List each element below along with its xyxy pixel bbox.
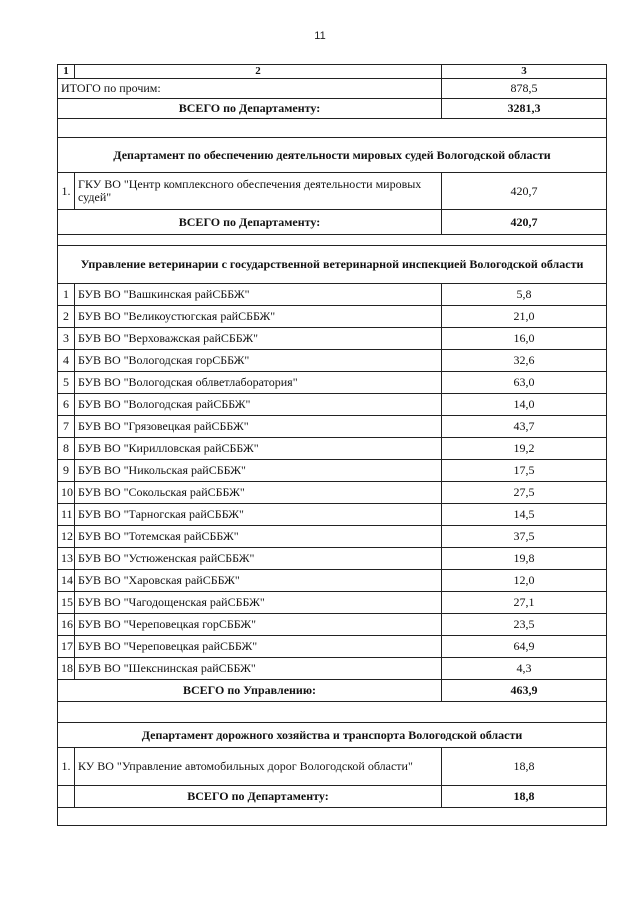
total-row <box>58 786 607 808</box>
row-number: 1 <box>58 284 75 306</box>
table-row <box>58 173 607 210</box>
row-name: БУВ ВО "Харовская райСББЖ" <box>75 570 442 592</box>
row-number: 12 <box>58 526 75 548</box>
row-number: 4 <box>58 350 75 372</box>
row-value: 4,3 <box>442 658 607 680</box>
row-number: 3 <box>58 328 75 350</box>
table-row <box>58 614 607 636</box>
table-row <box>58 548 607 570</box>
total-row <box>58 680 607 702</box>
row-number: 7 <box>58 416 75 438</box>
row-value: 23,5 <box>442 614 607 636</box>
row-value: 14,0 <box>442 394 607 416</box>
total-label: ВСЕГО по Департаменту: <box>58 210 442 235</box>
table-row <box>58 636 607 658</box>
section-title: Департамент по обеспечению деятельности мировых судей Вологодской области <box>58 138 607 173</box>
table-row <box>58 284 607 306</box>
row-name: БУВ ВО "Вологодская райСББЖ" <box>75 394 442 416</box>
row-name: БУВ ВО "Кирилловская райСББЖ" <box>75 438 442 460</box>
section-title: Департамент дорожного хозяйства и транспорта Вологодской области <box>58 723 607 748</box>
row-number: 18 <box>58 658 75 680</box>
table-row <box>58 658 607 680</box>
row-number: 16 <box>58 614 75 636</box>
itogo-prochim-label: ИТОГО по прочим: <box>58 79 442 99</box>
row-value: 12,0 <box>442 570 607 592</box>
total-row <box>58 99 607 119</box>
row-number: 1. <box>58 748 75 786</box>
row-name: БУВ ВО "Сокольская райСББЖ" <box>75 482 442 504</box>
row-value: 19,2 <box>442 438 607 460</box>
row-number: 2 <box>58 306 75 328</box>
itogo-prochim-value: 878,5 <box>442 79 607 99</box>
table-row <box>58 438 607 460</box>
table-row <box>58 306 607 328</box>
row-value: 17,5 <box>442 460 607 482</box>
spacer-row <box>58 235 607 246</box>
row-name: БУВ ВО "Великоустюгская райСББЖ" <box>75 306 442 328</box>
row-value: 21,0 <box>442 306 607 328</box>
row-name: БУВ ВО "Вологодская горСББЖ" <box>75 350 442 372</box>
total-value: 463,9 <box>442 680 607 702</box>
itogo-prochim-row <box>58 79 607 99</box>
table-row <box>58 748 607 786</box>
row-number: 5 <box>58 372 75 394</box>
table-row <box>58 328 607 350</box>
row-number: 11 <box>58 504 75 526</box>
row-number: 10 <box>58 482 75 504</box>
table-row <box>58 416 607 438</box>
row-value: 27,5 <box>442 482 607 504</box>
spacer-row <box>58 119 607 138</box>
table-row <box>58 372 607 394</box>
table-row <box>58 482 607 504</box>
total-value: 420,7 <box>442 210 607 235</box>
table-header <box>58 65 607 79</box>
row-value: 420,7 <box>442 173 607 210</box>
table-row <box>58 504 607 526</box>
row-name: ГКУ ВО "Центр комплексного обеспечения деятельности мировых судей" <box>75 173 442 210</box>
row-name: БУВ ВО "Никольская райСББЖ" <box>75 460 442 482</box>
row-value: 14,5 <box>442 504 607 526</box>
spacer-row <box>58 808 607 826</box>
total-label: ВСЕГО по Департаменту: <box>58 99 442 119</box>
table-row <box>58 570 607 592</box>
section-header-road <box>58 723 607 748</box>
row-name: БУВ ВО "Шекснинская райСББЖ" <box>75 658 442 680</box>
total-row <box>58 210 607 235</box>
table-row <box>58 460 607 482</box>
row-name: БУВ ВО "Грязовецкая райСББЖ" <box>75 416 442 438</box>
row-name: БУВ ВО "Чагодощенская райСББЖ" <box>75 592 442 614</box>
table-row <box>58 394 607 416</box>
table-row <box>58 526 607 548</box>
total-value: 3281,3 <box>442 99 607 119</box>
vet-rows <box>58 284 607 680</box>
section-header-mir-sudey <box>58 138 607 173</box>
total-label: ВСЕГО по Департаменту: <box>75 786 442 808</box>
row-number: 6 <box>58 394 75 416</box>
page-number: 11 <box>314 30 326 42</box>
row-number: 9 <box>58 460 75 482</box>
row-value: 32,6 <box>442 350 607 372</box>
row-name: БУВ ВО "Тарногская райСББЖ" <box>75 504 442 526</box>
spacer-row <box>58 702 607 723</box>
row-name: БУВ ВО "Устюженская райСББЖ" <box>75 548 442 570</box>
row-value: 43,7 <box>442 416 607 438</box>
header-col-2: 2 <box>75 65 442 79</box>
total-value: 18,8 <box>442 786 607 808</box>
row-name: БУВ ВО "Тотемская райСББЖ" <box>75 526 442 548</box>
row-name: БУВ ВО "Череповецкая райСББЖ" <box>75 636 442 658</box>
row-value: 37,5 <box>442 526 607 548</box>
row-value: 16,0 <box>442 328 607 350</box>
row-value: 18,8 <box>442 748 607 786</box>
header-col-3: 3 <box>442 65 607 79</box>
row-number: 1. <box>58 173 75 210</box>
row-value: 5,8 <box>442 284 607 306</box>
row-value: 27,1 <box>442 592 607 614</box>
row-name: БУВ ВО "Вологодская облветлаборатория" <box>75 372 442 394</box>
row-name: БУВ ВО "Вашкинская райСББЖ" <box>75 284 442 306</box>
row-number: 15 <box>58 592 75 614</box>
row-value: 64,9 <box>442 636 607 658</box>
row-number: 8 <box>58 438 75 460</box>
budget-table <box>57 64 607 826</box>
total-label: ВСЕГО по Управлению: <box>58 680 442 702</box>
section-header-vet <box>58 246 607 284</box>
row-number: 14 <box>58 570 75 592</box>
table-row <box>58 350 607 372</box>
row-value: 63,0 <box>442 372 607 394</box>
row-name: БУВ ВО "Череповецкая горСББЖ" <box>75 614 442 636</box>
row-value: 19,8 <box>442 548 607 570</box>
header-col-1: 1 <box>58 65 75 79</box>
section-title: Управление ветеринарии с государственной ветеринарной инспекцией Вологодской области <box>58 246 607 284</box>
row-number: 17 <box>58 636 75 658</box>
row-name: БУВ ВО "Верховажская райСББЖ" <box>75 328 442 350</box>
row-name: КУ ВО "Управление автомобильных дорог Вологодской области" <box>75 748 442 786</box>
table-row <box>58 592 607 614</box>
row-number: 13 <box>58 548 75 570</box>
